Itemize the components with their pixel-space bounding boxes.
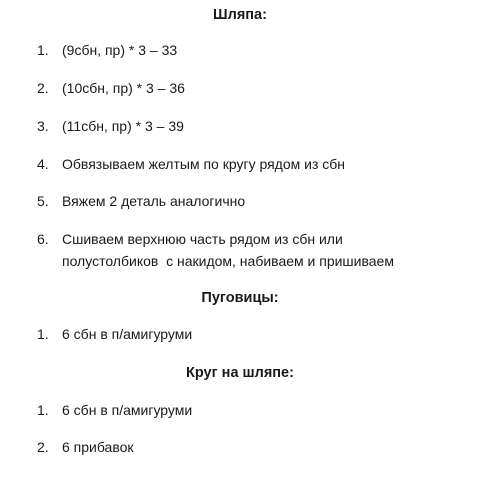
list-item-number: 2. <box>37 80 49 96</box>
list-item-text-line-1: Сшиваем верхнюю часть рядом из сбн или <box>62 231 343 247</box>
list-item-text: 6 сбн в п/амигуруми <box>62 402 193 418</box>
list-item-text: 6 сбн в п/амигуруми <box>62 326 193 342</box>
list-item-number: 3. <box>37 118 49 134</box>
list-item-number: 2. <box>37 439 49 455</box>
list-item-text: (9сбн, пр) * 3 – 33 <box>62 42 178 58</box>
section-heading-buttons: Пуговицы: <box>201 290 279 306</box>
list-item-number: 1. <box>37 326 49 342</box>
list-item-text: Обвязываем желтым по кругу рядом из сбн <box>62 156 346 172</box>
section-heading-hat-circle: Круг на шляпе: <box>186 365 294 381</box>
list-item-text: (10сбн, пр) * 3 – 36 <box>62 80 185 96</box>
list-item-text: (11сбн, пр) * 3 – 39 <box>62 118 184 134</box>
list-item-text: Вяжем 2 деталь аналогично <box>62 193 246 209</box>
list-item-number: 1. <box>37 402 49 418</box>
list-item-text: 6 прибавок <box>62 439 134 455</box>
list-item-number: 4. <box>37 156 49 172</box>
list-item <box>37 229 467 273</box>
list-item-text-line-2: полустолбиков с накидом, набиваем и пришиваем <box>62 253 394 269</box>
list-item-number: 6. <box>37 231 49 247</box>
section-heading-hat: Шляпа: <box>213 7 267 23</box>
list-item-number: 1. <box>37 42 49 58</box>
list-item-number: 5. <box>37 193 49 209</box>
